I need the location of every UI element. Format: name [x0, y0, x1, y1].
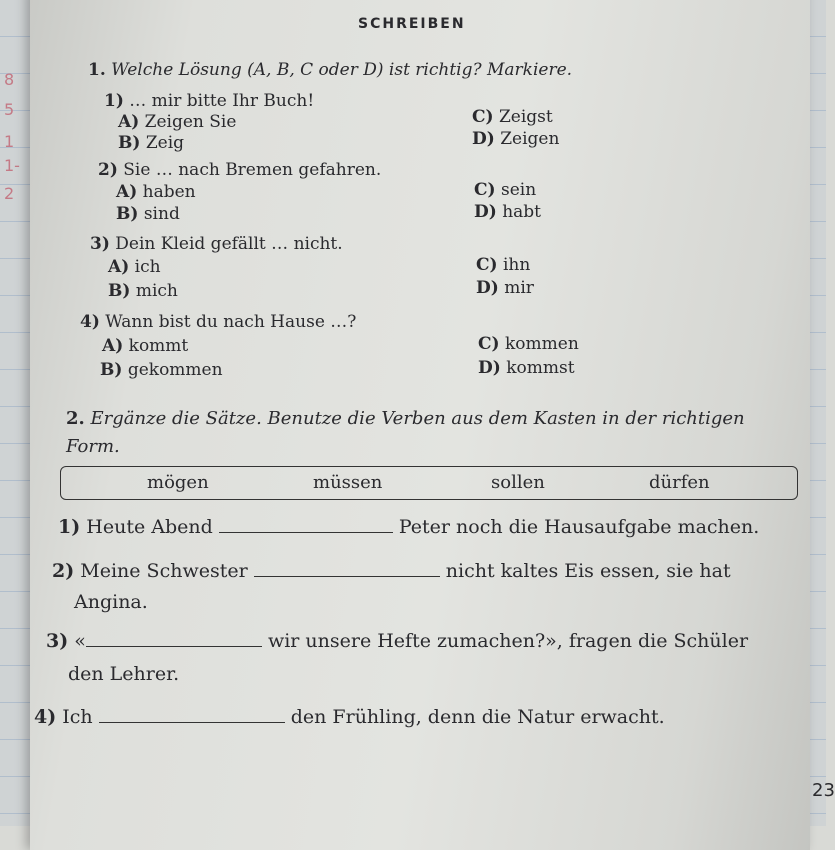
answer-blank-3[interactable] [86, 645, 262, 647]
sentence-4 [34, 706, 665, 728]
question-number: 2) [98, 160, 118, 180]
option-letter: C) [474, 180, 496, 200]
sentence-after: den Frühling, denn die Natur erwacht. [290, 706, 665, 728]
option-letter: D) [476, 278, 499, 298]
option-text: haben [142, 182, 196, 202]
option-text: mich [135, 281, 178, 301]
option-letter: A) [116, 182, 138, 202]
option-letter: D) [474, 202, 497, 222]
option-text: mir [504, 278, 534, 298]
option-letter: A) [102, 336, 124, 356]
option-4d[interactable] [478, 358, 575, 378]
option-2d[interactable] [474, 202, 541, 222]
option-letter: B) [116, 204, 139, 224]
option-2c[interactable] [474, 180, 536, 200]
option-3c[interactable] [476, 255, 530, 275]
margin-mark: 5 [4, 100, 15, 119]
option-text: ihn [502, 255, 531, 275]
section-header: SCHREIBEN [358, 16, 466, 32]
sentence-before: Heute Abend [86, 516, 213, 538]
option-text: ich [134, 257, 161, 277]
question-3 [90, 234, 343, 254]
option-text: kommst [506, 358, 575, 378]
sentence-3-line2: den Lehrer. [68, 663, 180, 685]
verb-box [60, 466, 798, 500]
task1-number: 1. [88, 60, 106, 80]
margin-mark: 2 [4, 184, 15, 203]
option-1b[interactable] [118, 133, 184, 153]
question-1 [104, 91, 314, 111]
sentence-1 [58, 516, 759, 538]
option-letter: C) [472, 107, 494, 127]
task1-instruction [88, 60, 572, 80]
question-number: 3) [90, 234, 110, 254]
question-2 [98, 160, 381, 180]
task2-instruction-line2: Form. [66, 436, 120, 457]
sentence-before: Ich [62, 706, 93, 728]
option-letter: D) [472, 129, 495, 149]
option-3a[interactable] [108, 257, 161, 277]
option-letter: D) [478, 358, 501, 378]
question-number: 1) [104, 91, 124, 111]
option-text: kommt [128, 336, 189, 356]
sentence-2 [52, 560, 731, 582]
option-3d[interactable] [476, 278, 534, 298]
question-number: 4) [80, 312, 100, 332]
option-4a[interactable] [102, 336, 188, 356]
sentence-before: « [74, 630, 86, 652]
option-text: gekommen [127, 360, 223, 380]
option-1d[interactable] [472, 129, 559, 149]
answer-blank-1[interactable] [219, 531, 393, 533]
answer-blank-4[interactable] [99, 721, 285, 723]
sentence-number: 3) [46, 630, 69, 652]
option-text: Zeigst [498, 107, 553, 127]
task1-instruction-text: Welche Lösung (A, B, C oder D) ist richtig? Markiere. [111, 60, 573, 80]
option-2a[interactable] [116, 182, 196, 202]
margin-mark: 1- [4, 156, 20, 175]
option-letter: C) [476, 255, 498, 275]
sentence-after: nicht kaltes Eis essen, sie hat [445, 560, 731, 582]
option-text: habt [502, 202, 542, 222]
question-4 [80, 312, 356, 332]
verb-duerfen: dürfen [649, 472, 710, 493]
task2-number: 2. [66, 408, 85, 429]
option-text: sind [143, 204, 180, 224]
sentence-after: Peter noch die Hausaufgabe machen. [398, 516, 760, 538]
option-letter: B) [108, 281, 131, 301]
page-number: 23 [812, 780, 835, 801]
verb-moegen: mögen [147, 472, 209, 493]
question-text: Dein Kleid gefällt … nicht. [115, 234, 343, 254]
sentence-2-line2: Angina. [74, 591, 148, 613]
task2-instruction-text: Ergänze die Sätze. Benutze die Verben aus dem Kasten in der richtigen [90, 408, 745, 429]
task2-instruction [66, 408, 745, 429]
option-text: Zeigen Sie [144, 112, 237, 132]
option-letter: B) [118, 133, 141, 153]
option-text: sein [500, 180, 537, 200]
option-letter: A) [108, 257, 130, 277]
sentence-number: 2) [52, 560, 75, 582]
question-text: … mir bitte Ihr Buch! [129, 91, 315, 111]
option-3b[interactable] [108, 281, 178, 301]
option-letter: A) [118, 112, 140, 132]
margin-mark: 1 [4, 132, 15, 151]
option-1c[interactable] [472, 107, 553, 127]
verb-sollen: sollen [491, 472, 545, 493]
option-text: kommen [504, 334, 579, 354]
option-text: Zeigen [500, 129, 560, 149]
option-2b[interactable] [116, 204, 180, 224]
sentence-number: 1) [58, 516, 81, 538]
option-1a[interactable] [118, 112, 236, 132]
option-4b[interactable] [100, 360, 223, 380]
sentence-after: wir unsere Hefte zumachen?», fragen die Schüler [267, 630, 749, 652]
option-4c[interactable] [478, 334, 579, 354]
sentence-before: Meine Schwester [80, 560, 248, 582]
option-letter: C) [478, 334, 500, 354]
question-text: Sie … nach Bremen gefahren. [123, 160, 382, 180]
sentence-number: 4) [34, 706, 57, 728]
answer-blank-2[interactable] [254, 575, 440, 577]
option-letter: B) [100, 360, 123, 380]
sentence-3 [46, 630, 748, 652]
option-text: Zeig [145, 133, 185, 153]
question-text: Wann bist du nach Hause …? [105, 312, 357, 332]
margin-mark: 8 [4, 70, 15, 89]
verb-muessen: müssen [313, 472, 383, 493]
